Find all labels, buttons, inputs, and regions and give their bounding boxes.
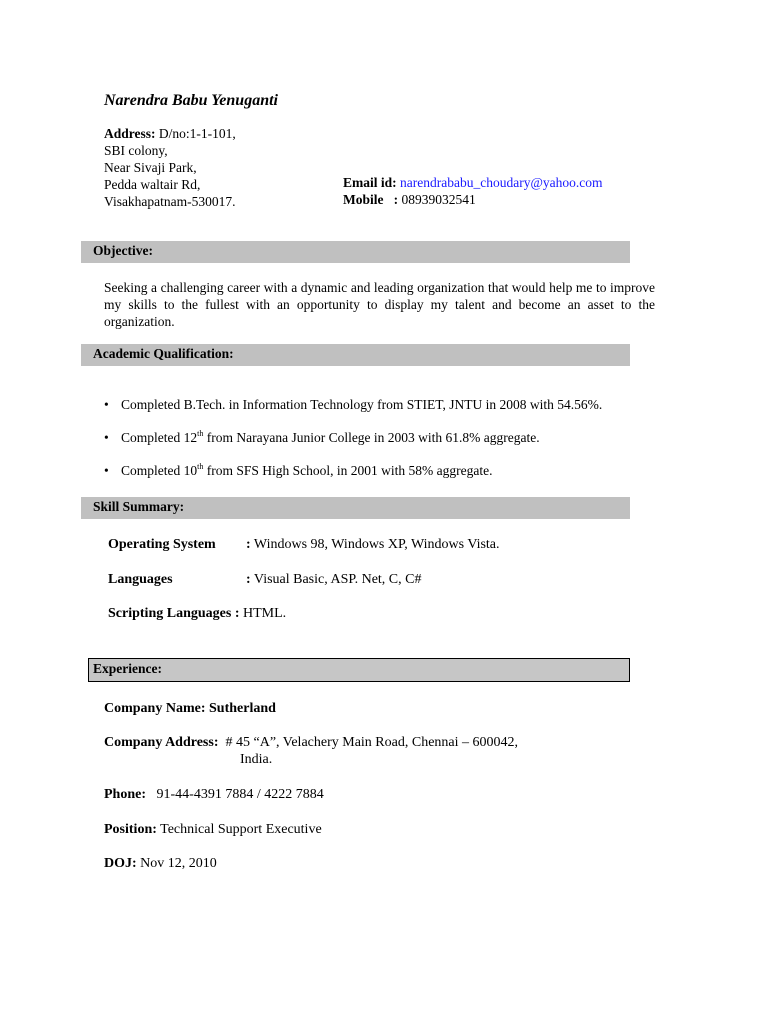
experience-heading-band <box>88 658 630 682</box>
position-row <box>104 822 322 838</box>
company-name-label: Company Name: <box>104 701 206 716</box>
phone-value: 91-44-4391 7884 / 4222 7884 <box>156 787 324 802</box>
address-line-1: D/no:1-1-101, <box>158 126 236 141</box>
address-line-4: Pedda waltair Rd, <box>104 177 201 192</box>
contact-block <box>343 174 603 208</box>
address-line-5: Visakhapatnam-530017. <box>104 194 236 209</box>
company-address-label: Company Address: <box>104 735 219 750</box>
skill-value: Windows 98, Windows XP, Windows Vista. <box>253 537 500 552</box>
address-line-2: SBI colony, <box>104 143 168 158</box>
skill-row: Languages : Visual Basic, ASP. Net, C, C# <box>108 572 422 587</box>
phone-label: Phone: <box>104 787 146 802</box>
skill-value: Visual Basic, ASP. Net, C, C# <box>253 572 422 587</box>
email-label: Email id: <box>343 175 397 190</box>
company-address-row <box>104 735 518 751</box>
position-value: Technical Support Executive <box>160 822 322 837</box>
list-item: • Completed B.Tech. in Information Technology from STIET, JNTU in 2008 with 54.56%. <box>104 397 602 430</box>
skills-heading-band <box>81 497 630 519</box>
company-address-line-1: # 45 “A”, Velachery Main Road, Chennai – 600042, <box>225 735 519 750</box>
list-item: • Completed 12th from Narayana Junior College in 2003 with 61.8% aggregate. <box>104 430 602 463</box>
objective-text: Seeking a challenging career with a dynamic and leading organization that would help me to improve my skills to the fullest with an opportunity to display my talent and become an asset to the organization. <box>104 280 655 329</box>
address-label: Address: <box>104 126 156 141</box>
skill-row: Scripting Languages : HTML. <box>108 606 287 621</box>
doj-value: Nov 12, 2010 <box>140 856 217 871</box>
position-label: Position: <box>104 822 157 837</box>
academic-heading-band <box>81 344 630 366</box>
mobile-number: 08939032541 <box>401 192 476 207</box>
experience-heading: Experience: <box>93 661 162 676</box>
skills-heading: Skill Summary: <box>93 499 185 514</box>
skill-label: Operating System <box>108 537 216 552</box>
phone-row <box>104 787 324 803</box>
objective-heading: Objective: <box>93 243 153 258</box>
objective-heading-band <box>81 241 630 263</box>
doj-label: DOJ: <box>104 856 137 871</box>
skill-value: HTML. <box>242 606 287 621</box>
doj-row <box>104 856 217 872</box>
company-name: Sutherland <box>209 701 276 716</box>
address-block <box>104 125 236 210</box>
skill-row: Operating System : Windows 98, Windows XP, Windows Vista. <box>108 537 500 552</box>
list-item: • Completed 10th from SFS High School, in 2001 with 58% aggregate. <box>104 463 602 496</box>
company-address-line-2: India. <box>240 752 273 767</box>
mobile-label: Mobile : <box>343 192 399 207</box>
company-name-row <box>104 701 276 717</box>
resume-name: Narendra Babu Yenuganti <box>104 92 278 109</box>
academic-heading: Academic Qualification: <box>93 346 234 361</box>
address-line-3: Near Sivaji Park, <box>104 160 197 175</box>
email-link[interactable]: narendrababu_choudary@yahoo.com <box>400 175 603 190</box>
academic-list <box>104 397 602 496</box>
skill-label: Languages <box>108 572 173 587</box>
skill-label: Scripting Languages <box>108 606 232 621</box>
